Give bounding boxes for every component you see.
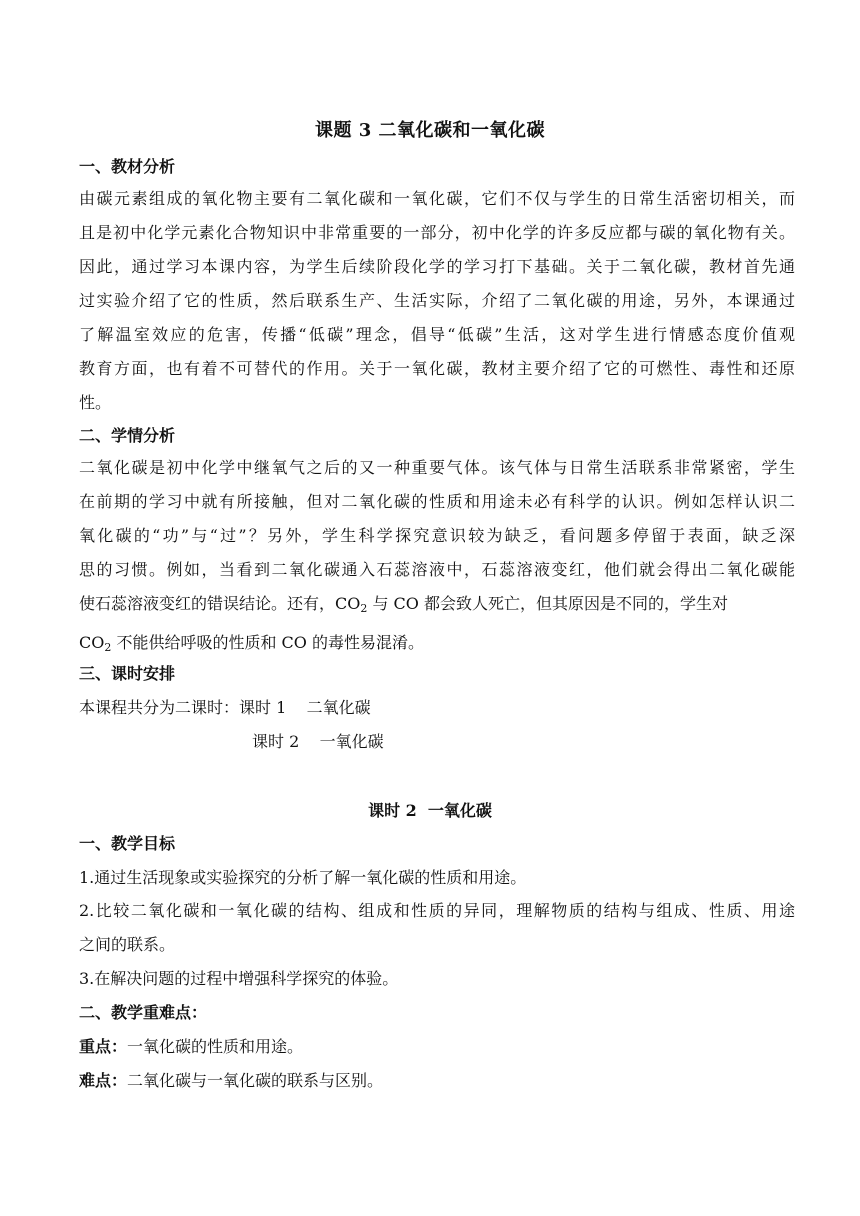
subscript: 2 (104, 641, 112, 654)
line-text: 不能供给呼吸的性质和 CO 的毒性易混淆。 (111, 633, 424, 652)
focus-text: 一氧化碳的性质和用途。 (127, 1037, 304, 1056)
line-text: CO (79, 633, 105, 652)
paragraph-line (79, 587, 795, 626)
paragraph-line: 因此，通过学习本课内容，为学生后续阶段化学的学习打下基础。关于二氧化碳，教材首先通 (79, 257, 795, 276)
schedule-line-1: 本课程共分为二课时：课时 1 二氧化碳 (79, 698, 371, 717)
paragraph-line: 氧化碳的“功”与“过”？另外，学生科学探究意识较为缺乏，看问题多停留于表面，缺乏深 (79, 526, 795, 545)
focus-label: 重点： (79, 1037, 128, 1056)
paragraph-line: 过实验介绍了它的性质，然后联系生产、生活实际，介绍了二氧化碳的用途，另外，本课通过 (79, 291, 795, 310)
section-heading-teaching-goals: 一、教学目标 (79, 834, 176, 853)
lesson-subtitle: 课时 2 一氧化碳 (368, 801, 492, 820)
subscript: 2 (360, 602, 368, 615)
section-heading-textbook-analysis: 一、教材分析 (79, 157, 176, 176)
schedule-line-2: 课时 2 一氧化碳 (252, 732, 384, 751)
goal-item-1: 1.通过生活现象或实验探究的分析了解一氧化碳的性质和用途。 (79, 868, 527, 887)
paragraph-line: 教育方面，也有着不可替代的作用。关于一氧化碳，教材主要介绍了它的可燃性、毒性和还原 (79, 359, 795, 378)
paragraph-line: 性。 (79, 393, 112, 412)
line-text: 与 CO 都会致人死亡，但其原因是不同的，学生对 (367, 594, 728, 613)
difficulty-label: 难点： (79, 1071, 128, 1090)
difficulty-line (79, 1070, 383, 1092)
paragraph-line: 二氧化碳是初中化学中继氧气之后的又一种重要气体。该气体与日常生活联系非常紧密，学生 (79, 458, 795, 477)
paragraph-line: 了解温室效应的危害，传播“低碳”理念，倡导“低碳”生活，这对学生进行情感态度价值观 (79, 325, 795, 344)
goal-item-3: 3.在解决问题的过程中增强科学探究的体验。 (79, 969, 399, 988)
paragraph-student-analysis (79, 451, 795, 665)
paragraph-line: 思的习惯。例如，当看到二氧化碳通入石蕊溶液中，石蕊溶液变红，他们就会得出二氧化碳能 (79, 560, 795, 579)
line-text: 使石蕊溶液变红的错误结论。还有，CO (79, 594, 361, 613)
paragraph-line: 且是初中化学元素化合物知识中非常重要的一部分，初中化学的许多反应都与碳的氧化物有关。 (79, 223, 795, 242)
difficulty-text: 二氧化碳与一氧化碳的联系与区别。 (127, 1071, 384, 1090)
paragraph-line: 2.比较二氧化碳和一氧化碳的结构、组成和性质的异同，理解物质的结构与组成、性质、用途 (79, 901, 795, 920)
paragraph-line: 之间的联系。 (79, 935, 176, 954)
paragraph-line (79, 626, 795, 665)
section-heading-schedule: 三、课时安排 (79, 664, 176, 683)
section-heading-student-analysis: 二、学情分析 (79, 426, 176, 445)
paragraph-line: 由碳元素组成的氧化物主要有二氧化碳和一氧化碳，它们不仅与学生的日常生活密切相关，而 (79, 189, 795, 208)
focus-line (79, 1036, 303, 1058)
paragraph-line: 在前期的学习中就有所接触，但对二氧化碳的性质和用途未必有科学的认识。例如怎样认识二 (79, 492, 795, 511)
goal-item-2 (79, 894, 795, 962)
section-heading-key-points: 二、教学重难点： (79, 1003, 208, 1022)
paragraph-textbook-analysis (79, 182, 795, 420)
document-title: 课题 3 二氧化碳和一氧化碳 (314, 120, 546, 141)
